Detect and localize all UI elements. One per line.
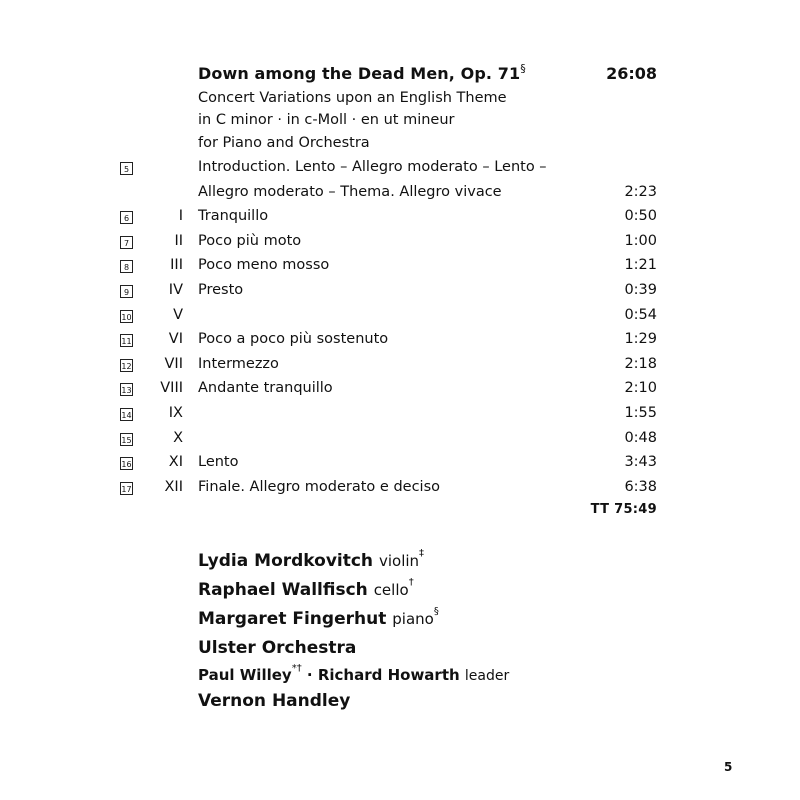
track-duration: 0:39 <box>624 282 657 298</box>
variation-numeral: XII <box>164 478 183 495</box>
track-title: Tranquillo <box>198 208 269 225</box>
variation-numeral: II <box>174 232 183 249</box>
track-title: Poco più moto <box>198 232 302 249</box>
orchestra-name: Ulster Orchestra <box>198 638 357 658</box>
leader-name: Paul Willey <box>198 666 292 684</box>
track-title: Allegro moderato – Thema. Allegro vivace <box>198 183 502 200</box>
leader-mark: *† <box>291 663 302 674</box>
track-number-box: 14 <box>120 408 133 421</box>
work-title-mark: § <box>520 62 526 75</box>
performer-violin <box>198 548 425 571</box>
track-duration: 0:54 <box>624 306 657 323</box>
work-total-duration: 26:08 <box>606 64 657 83</box>
track-title: Poco a poco più sostenuto <box>198 331 389 348</box>
performer-mark: ‡ <box>419 548 425 559</box>
track-title: Intermezzo <box>198 355 279 372</box>
track-duration: 1:29 <box>624 331 657 348</box>
track-number-box: 6 <box>120 211 133 224</box>
performer-mark: † <box>408 577 414 588</box>
track-duration: 2:18 <box>624 355 657 372</box>
work-title-text: Down among the Dead Men, Op. 71 <box>198 64 521 83</box>
subtitle-line: in C minor · in c-Moll · en ut mineur <box>198 112 455 128</box>
track-duration: 2:10 <box>624 380 657 397</box>
performer-cello <box>198 577 414 600</box>
performer-role: piano <box>392 610 434 628</box>
page-number: 5 <box>724 760 733 774</box>
variation-numeral: I <box>178 208 183 225</box>
track-duration: 3:43 <box>624 454 657 471</box>
track-title: Lento <box>198 454 239 471</box>
variation-numeral: V <box>173 306 183 323</box>
leader-role: leader <box>464 668 510 684</box>
leader-name: Richard Howarth <box>317 666 460 684</box>
track-duration: 0:50 <box>624 208 657 225</box>
track-number-box: 17 <box>120 482 133 495</box>
track-number-box: 11 <box>120 334 133 347</box>
track-number-box: 10 <box>120 310 133 323</box>
track-title: Poco meno mosso <box>198 257 330 274</box>
performer-name: Lydia Mordkovitch <box>198 551 374 571</box>
track-number-box: 13 <box>120 383 133 396</box>
track-number-box: 15 <box>120 433 133 446</box>
work-title <box>198 64 526 83</box>
track-number-box: 16 <box>120 457 133 470</box>
total-time: TT 75:49 <box>590 502 657 517</box>
performer-role: cello <box>373 581 409 599</box>
track-number-box: 5 <box>120 162 133 175</box>
variation-numeral: VI <box>168 331 183 348</box>
variation-numeral: III <box>170 257 183 274</box>
conductor-name: Vernon Handley <box>198 691 351 711</box>
variation-numeral: IX <box>168 405 183 421</box>
variation-numeral: X <box>173 429 183 446</box>
track-title: Finale. Allegro moderato e deciso <box>198 478 440 495</box>
performer-role: violin <box>378 552 420 570</box>
track-number-box: 8 <box>120 260 133 273</box>
track-duration: 0:48 <box>624 429 657 446</box>
performer-name: Margaret Fingerhut <box>198 609 387 629</box>
variation-numeral: VII <box>164 355 183 372</box>
track-duration: 6:38 <box>624 478 657 495</box>
track-duration: 1:21 <box>624 257 657 274</box>
performer-piano <box>198 606 439 629</box>
track-duration: 1:00 <box>624 232 657 249</box>
track-duration: 1:55 <box>624 405 657 421</box>
performer-mark: § <box>433 606 439 617</box>
track-number-box: 9 <box>120 285 133 298</box>
track-number-box: 12 <box>120 359 133 372</box>
variation-numeral: VIII <box>160 380 183 397</box>
subtitle-line: for Piano and Orchestra <box>198 135 370 151</box>
leader-separator: · <box>301 666 318 684</box>
track-title: Presto <box>198 282 244 298</box>
track-title: Andante tranquillo <box>198 380 333 397</box>
track-number-box: 7 <box>120 236 133 249</box>
track-title: Introduction. Lento – Allegro moderato – Lento – <box>198 159 547 175</box>
variation-numeral: XI <box>168 454 183 471</box>
subtitle-line: Concert Variations upon an English Theme <box>198 90 507 106</box>
track-duration: 2:23 <box>624 183 657 200</box>
orchestra-leaders <box>198 663 510 684</box>
variation-numeral: IV <box>168 282 183 298</box>
performer-name: Raphael Wallfisch <box>198 580 368 600</box>
